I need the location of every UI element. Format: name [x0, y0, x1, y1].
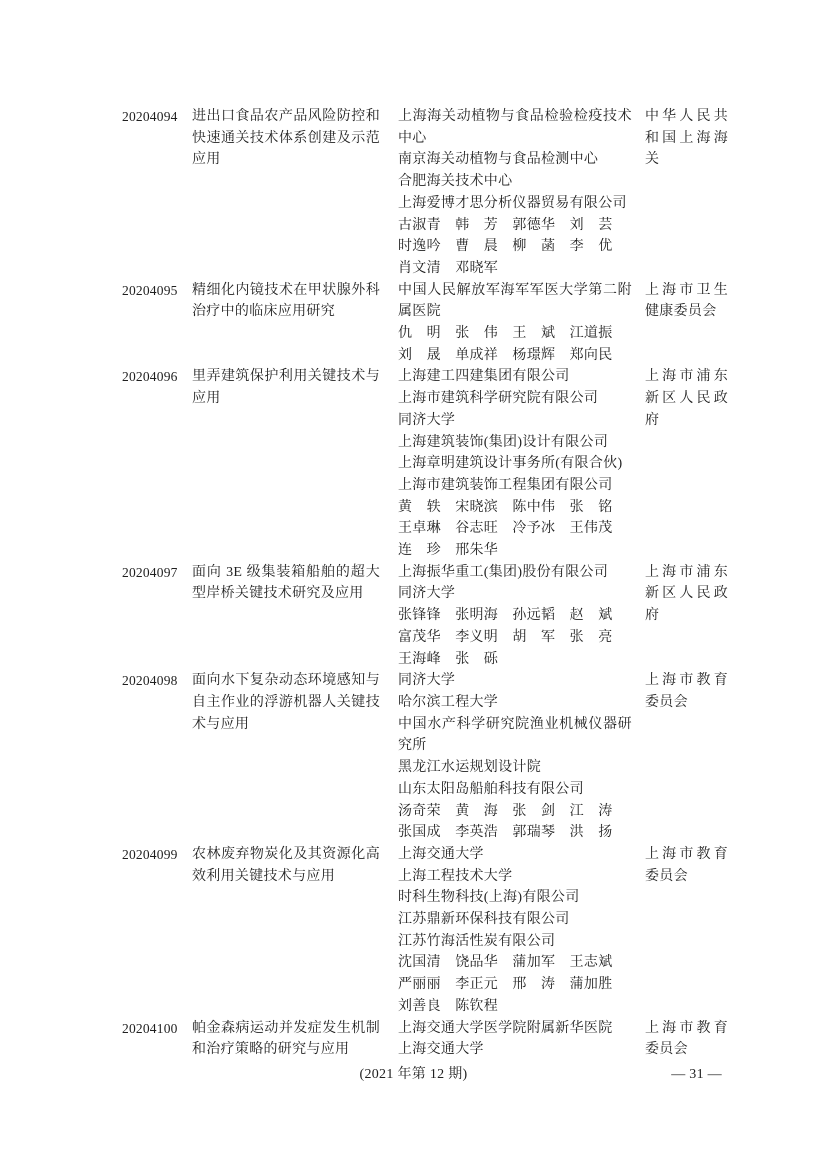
entry-id: 20204097: [122, 564, 178, 580]
entry-granted-by: 上海市教育委员会: [645, 1020, 728, 1058]
page-footer: [0, 1064, 827, 1086]
organization-name: 黑龙江水运规划设计院: [398, 760, 541, 776]
footer-issue: (2021 年第 12 期): [359, 1067, 468, 1082]
entry-organizations-and-awardees: [398, 280, 645, 367]
entry-granted-by: 上海市卫生健康委员会: [645, 282, 728, 320]
entry-organizations-and-awardees: [398, 562, 645, 671]
awardee-names-line: 王海峰 张 砾: [398, 651, 499, 667]
organization-name: 上海爱博才思分析仪器贸易有限公司: [398, 195, 627, 211]
organization-name: 同济大学: [398, 586, 456, 602]
organization-name: 上海海关动植物与食品检验检疫技术中心: [398, 109, 632, 146]
organization-name: 南京海关动植物与食品检测中心: [398, 152, 599, 168]
organization-name: 山东太阳岛船舶科技有限公司: [398, 781, 584, 797]
entry-title: 进出口食品农产品风险防控和快速通关技术体系创建及示范应用: [192, 109, 380, 168]
awardee-names-line: 刘 晟 单成祥 杨璟辉 郑向民: [398, 347, 613, 363]
entry-organizations-and-awardees: [398, 106, 645, 280]
award-table: [122, 106, 728, 1061]
organization-name: 上海市建筑科学研究院有限公司: [398, 391, 599, 407]
award-entry: [122, 670, 728, 844]
entry-title: 里弄建筑保护利用关键技术与应用: [192, 369, 380, 407]
organization-name: 上海振华重工(集团)股份有限公司: [398, 564, 609, 580]
organization-name: 中国水产科学研究院渔业机械仪器研究所: [398, 716, 632, 754]
organization-name: 合肥海关技术中心: [398, 174, 513, 190]
entry-organizations-and-awardees: [398, 1018, 645, 1061]
organization-name: 同济大学: [398, 673, 456, 689]
entry-title: 面向水下复杂动态环境感知与自主作业的浮游机器人关键技术与应用: [192, 673, 380, 732]
awardee-names-line: 张国成 李英浩 郭瑞琴 洪 扬: [398, 825, 613, 841]
entry-id: 20204100: [122, 1020, 178, 1036]
awardee-names-line: 连 珍 邢朱华: [398, 543, 499, 559]
awardee-names-line: 刘善良 陈钦程: [398, 998, 499, 1014]
awardee-names-line: 时逸吟 曹 晨 柳 菡 李 优: [398, 239, 613, 255]
organization-name: 同济大学: [398, 412, 456, 428]
award-entry: [122, 280, 728, 367]
organization-name: 中国人民解放军海军军医大学第二附属医院: [398, 282, 632, 320]
entry-organizations-and-awardees: [398, 670, 645, 844]
entry-id: 20204099: [122, 846, 178, 862]
awardee-names-line: 张锋锋 张明海 孙远韬 赵 斌: [398, 608, 613, 624]
organization-name: 时科生物科技(上海)有限公司: [398, 890, 580, 906]
entry-id: 20204098: [122, 673, 178, 689]
awardee-names-line: 肖文清 邓晓军: [398, 260, 499, 276]
awardee-names-line: 黄 轶 宋晓滨 陈中伟 张 铭: [398, 499, 613, 515]
entry-granted-by: 上海市浦东新区人民政府: [645, 564, 728, 624]
award-entry: [122, 1018, 728, 1061]
organization-name: 上海建工四建集团有限公司: [398, 369, 570, 385]
footer-page-number: — 31 —: [671, 1067, 722, 1082]
organization-name: 上海交通大学: [398, 1042, 484, 1058]
awardee-names-line: 王卓琳 谷志旺 冷予冰 王伟茂: [398, 521, 613, 537]
entry-organizations-and-awardees: [398, 366, 645, 561]
entry-granted-by: 中华人民共和国上海海关: [645, 109, 728, 168]
entry-title: 面向 3E 级集装箱船舶的超大型岸桥关键技术研究及应用: [192, 564, 380, 602]
entry-id: 20204095: [122, 282, 178, 298]
entry-title: 农林废弃物炭化及其资源化高效利用关键技术与应用: [192, 846, 380, 884]
entry-id: 20204094: [122, 109, 178, 124]
entry-organizations-and-awardees: [398, 844, 645, 1018]
award-entry: [122, 844, 728, 1018]
awardee-names-line: 富茂华 李义明 胡 军 张 亮: [398, 629, 613, 645]
awardee-names-line: 古淑青 韩 芳 郭德华 刘 芸: [398, 217, 613, 233]
awardee-names-line: 沈国清 饶品华 蒲加军 王志斌: [398, 955, 613, 971]
organization-name: 哈尔滨工程大学: [398, 694, 499, 710]
organization-name: 上海交通大学: [398, 846, 484, 862]
award-entry: [122, 106, 728, 280]
entry-granted-by: 上海市教育委员会: [645, 673, 728, 710]
awardee-names-line: 汤奇荣 黄 海 张 剑 江 涛: [398, 803, 613, 819]
organization-name: 上海建筑装饰(集团)设计有限公司: [398, 434, 609, 450]
award-entry: [122, 562, 728, 671]
awardee-names-line: 仇 明 张 伟 王 斌 江道振: [398, 326, 613, 342]
entry-granted-by: 上海市教育委员会: [645, 846, 728, 884]
organization-name: 江苏鼎新环保科技有限公司: [398, 912, 570, 928]
organization-name: 上海交通大学医学院附属新华医院: [398, 1020, 613, 1036]
organization-name: 上海市建筑装饰工程集团有限公司: [398, 477, 613, 493]
organization-name: 江苏竹海活性炭有限公司: [398, 933, 556, 949]
awardee-names-line: 严丽丽 李正元 邢 涛 蒲加胜: [398, 977, 613, 993]
entry-title: 精细化内镜技术在甲状腺外科治疗中的临床应用研究: [192, 282, 380, 320]
award-entry: [122, 366, 728, 561]
organization-name: 上海章明建筑设计事务所(有限合伙): [398, 456, 623, 472]
organization-name: 上海工程技术大学: [398, 868, 513, 884]
entry-granted-by: 上海市浦东新区人民政府: [645, 369, 728, 428]
entry-id: 20204096: [122, 369, 178, 385]
entry-title: 帕金森病运动并发症发生机制和治疗策略的研究与应用: [192, 1020, 380, 1058]
